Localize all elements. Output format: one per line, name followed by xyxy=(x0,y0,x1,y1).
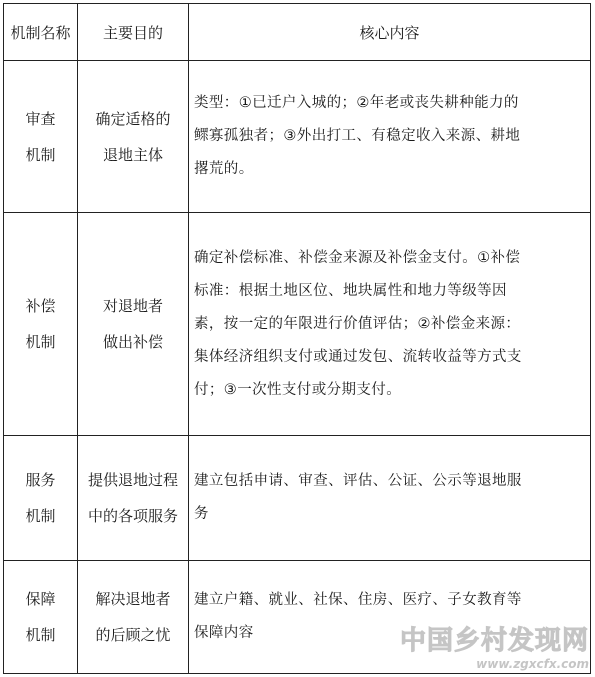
mechanism-name-cell xyxy=(4,213,78,436)
cell-line: 素，按一定的年限进行价值评估；②补偿金来源： xyxy=(194,315,521,332)
cell-line: 退地主体 xyxy=(102,145,163,164)
cell-line: 机制 xyxy=(25,507,56,525)
table-row xyxy=(4,213,591,436)
purpose-cell xyxy=(78,61,189,213)
table-row xyxy=(4,436,591,561)
cell-line: 务 xyxy=(194,506,209,522)
cell-line: 集体经济组织支付或通过发包、流转收益等方式支 xyxy=(194,348,522,365)
cell-line: 提供退地过程 xyxy=(87,471,178,489)
cell-line: 机制 xyxy=(25,626,56,644)
purpose-cell xyxy=(78,213,189,436)
header-core-content: 核心内容 xyxy=(189,4,591,61)
cell-line: 类型：①已迁户入城的；②年老或丧失耕种能力的 xyxy=(194,95,519,111)
purpose-cell xyxy=(78,436,189,561)
mechanism-table xyxy=(3,3,591,674)
cell-line: 对退地者 xyxy=(102,297,163,315)
cell-line: 审查 xyxy=(25,109,56,128)
mechanism-name-cell xyxy=(4,436,78,561)
content-cell xyxy=(189,436,591,561)
cell-line: 保障内容 xyxy=(194,625,254,641)
watermark-url: www.zgxcfx.com xyxy=(476,657,589,671)
header-mechanism-name: 机制名称 xyxy=(4,4,78,61)
cell-line: 的后顾之忧 xyxy=(95,626,171,644)
cell-line: 标准：根据土地区位、地块属性和地力等级等因 xyxy=(194,282,507,299)
cell-line: 补偿 xyxy=(25,297,56,315)
cell-line: 建立包括申请、审查、评估、公证、公示等退地服 xyxy=(194,473,522,489)
table-row xyxy=(4,61,591,213)
cell-line: 解决退地者 xyxy=(95,590,171,608)
content-cell xyxy=(189,61,591,213)
cell-line: 机制 xyxy=(25,333,56,351)
cell-line: 建立户籍、就业、社保、住房、医疗、子女教育等 xyxy=(194,592,522,608)
content-cell xyxy=(189,213,591,436)
cell-line: 保障 xyxy=(25,590,56,608)
mechanism-name-cell xyxy=(4,61,78,213)
table-header-row xyxy=(4,4,591,61)
mechanism-name-cell xyxy=(4,561,78,674)
cell-line: 付；③一次性支付或分期支付。 xyxy=(194,381,402,398)
content-cell xyxy=(189,561,591,674)
table-row xyxy=(4,561,591,674)
cell-line: 确定适格的 xyxy=(95,109,171,128)
cell-line: 撂荒的。 xyxy=(194,161,254,177)
cell-line: 确定补偿标准、补偿金来源及补偿金支付。①补偿 xyxy=(194,249,521,266)
cell-line: 中的各项服务 xyxy=(87,507,178,525)
watermark-text: 中国乡村发现网 xyxy=(399,626,589,656)
header-main-purpose: 主要目的 xyxy=(78,4,189,61)
cell-line: 做出补偿 xyxy=(102,333,163,351)
purpose-cell xyxy=(78,561,189,674)
cell-line: 鳏寡孤独者；③外出打工、有稳定收入来源、耕地 xyxy=(194,128,521,144)
cell-line: 服务 xyxy=(25,471,56,489)
cell-line: 机制 xyxy=(25,145,56,164)
